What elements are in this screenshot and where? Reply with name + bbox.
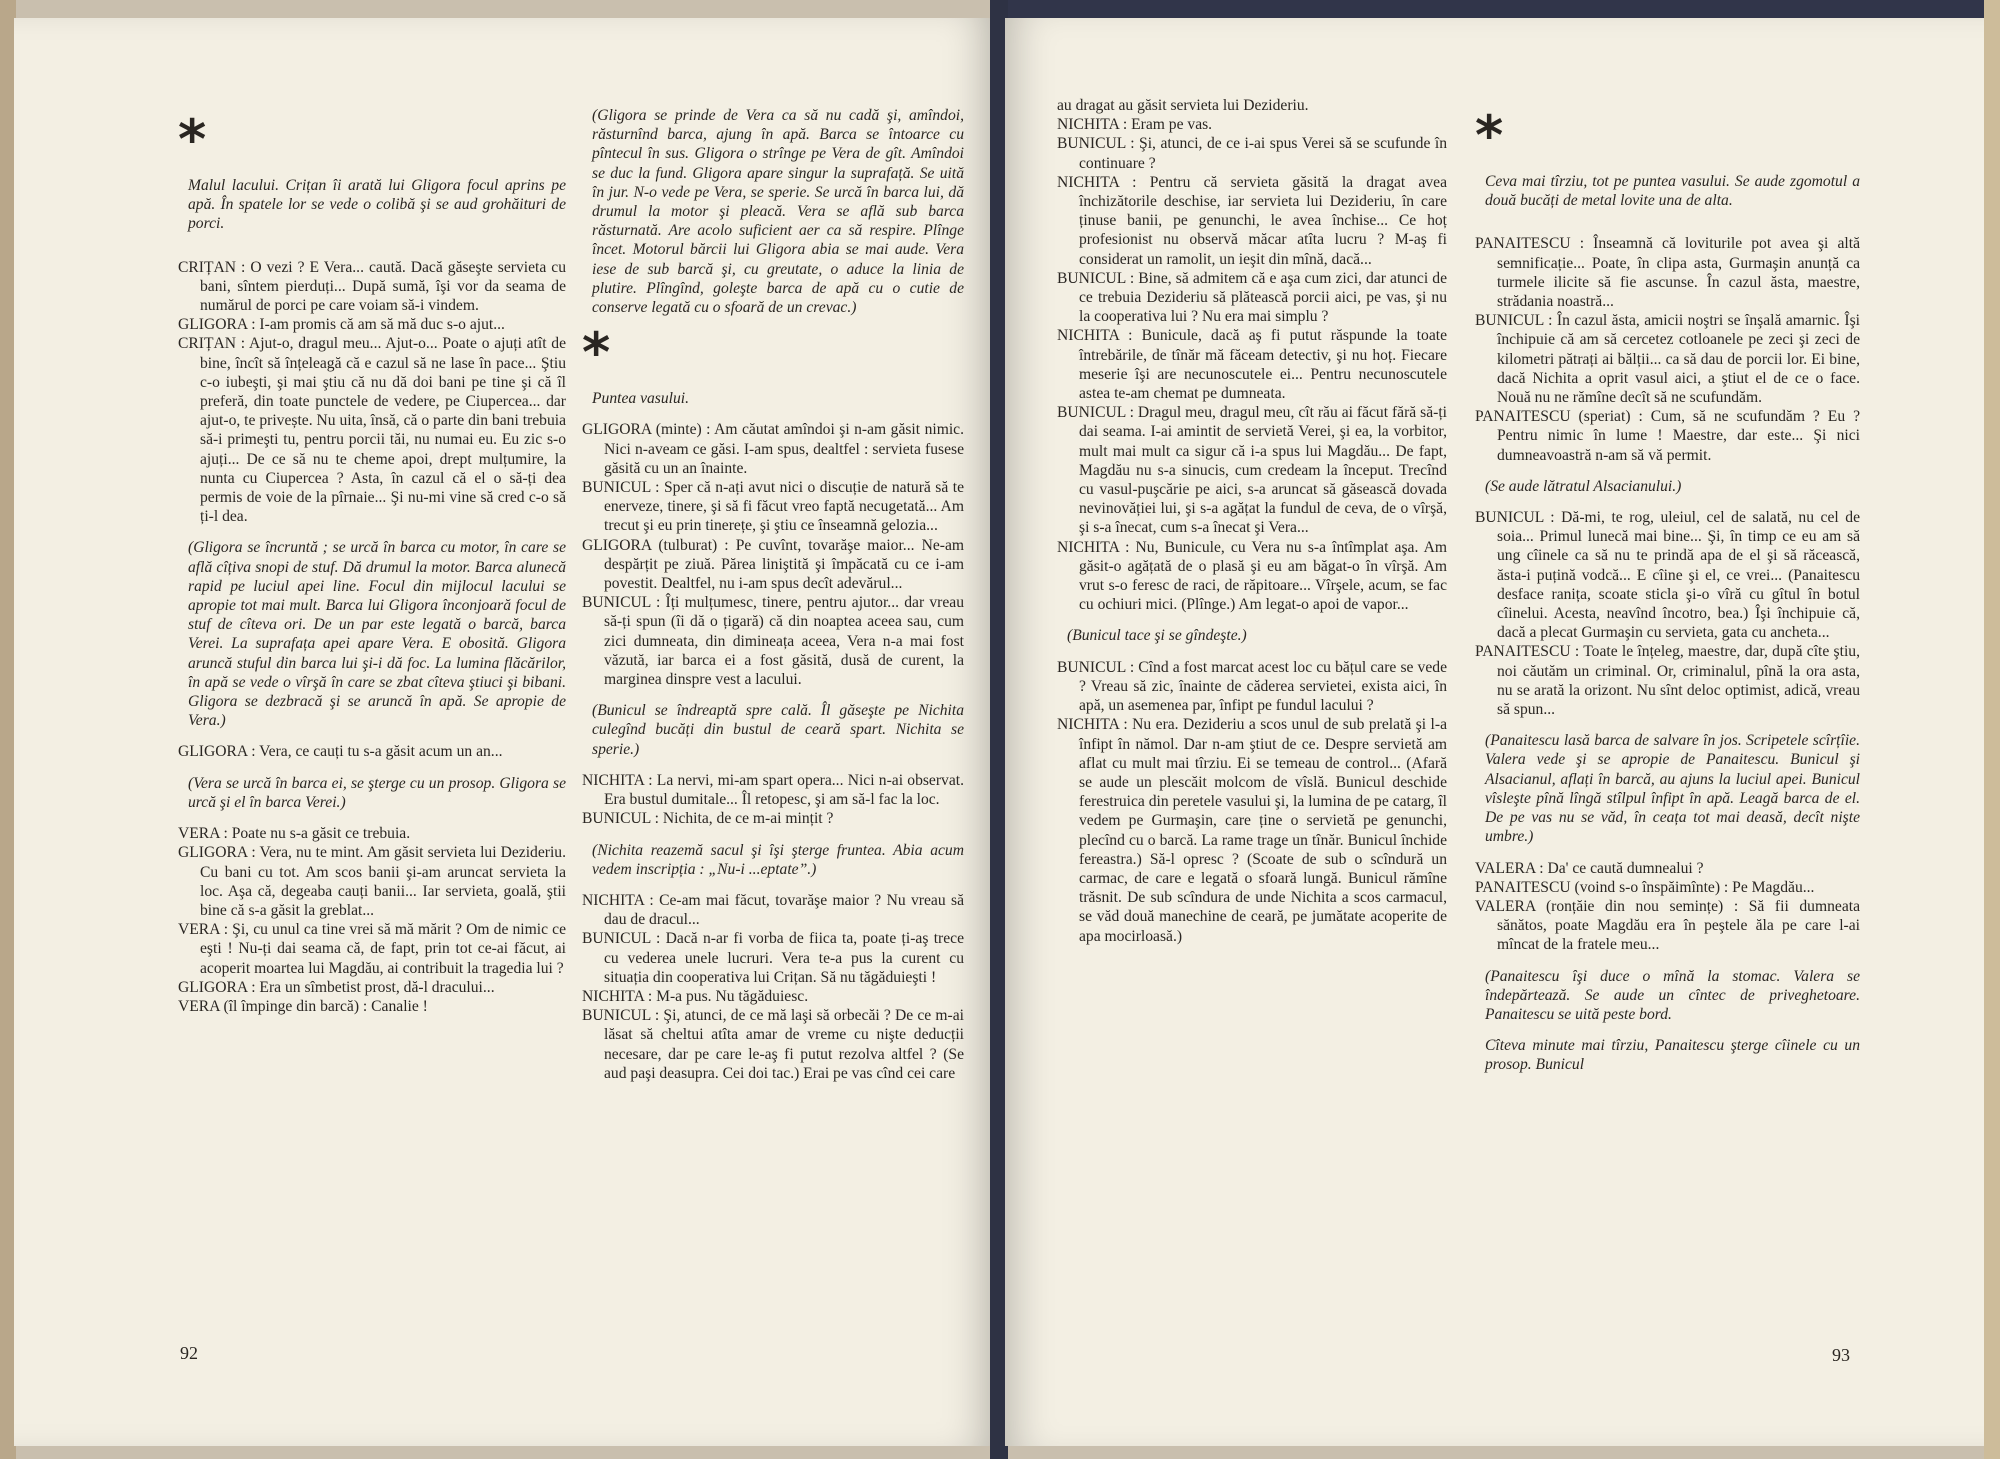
dialogue-line: BUNICUL : Şi, atunci, de ce i-ai spus Verei să se scufunde în continuare ? — [1057, 135, 1447, 172]
column-3 — [1057, 96, 1447, 946]
dialogue-line: NICHITA : Eram pe vas. — [1057, 116, 1213, 134]
dialogue-line: GLIGORA (minte) : Am căutat amîndoi şi n-am găsit nimic. Nici n-aveam ce găsi. I-am spus, dealtfel : servieta fusese găsită cu un an înainte. — [582, 421, 964, 477]
spacer — [1475, 222, 1860, 234]
dialogue-line: BUNICUL : Nichita, de ce m-ai mințit ? — [582, 810, 834, 828]
page-number-left: 92 — [180, 1343, 198, 1363]
dialogue-line: PANAITESCU (voind s-o înspăimînte) : Pe Magdău... — [1475, 878, 1815, 896]
stage-direction: (Vera se urcă în barca ei, se şterge cu un prosop. Gligora se urcă şi el în barca Verei.) — [188, 774, 566, 811]
dialogue-line: PANAITESCU (speriat) : Cum, să ne scufundăm ? Eu ? Pentru nimic în lume ! Maestre, dar este... Şi nici dumneavoastră n-am să vă permit. — [1475, 408, 1860, 464]
dialogue-line: VERA : Poate nu s-a găsit ce trebuia. — [178, 825, 411, 843]
dialogue-line: VERA : Şi, cu unul ca tine vrei să mă mărit ? Om de nimic ce eşti ! Nu-ți dai seama că, de fapt, prin tot ce-ai făcut, ai acoperit moartea lui Magdău, ai contribuit la tragedia lui ? — [178, 921, 566, 977]
scene-break-asterisk: * — [582, 321, 611, 385]
stage-direction: Ceva mai tîrziu, tot pe puntea vasului. Se aude zgomotul a două bucăți de metal lovite una de alta. — [1485, 173, 1860, 210]
dialogue-line: BUNICUL : Sper că n-ați avut nici o discuție de natură să te enerveze, tinere, şi să fi făcut vreo faptă necugetată... Am trecut şi eu prin tinerețe, şi ştiu ce înseamnă gelozia... — [582, 479, 964, 535]
dialogue-line: VERA (îl împinge din barcă) : Canalie ! — [178, 997, 428, 1015]
dialogue-line: BUNICUL : În cazul ăsta, amicii noştri se înşală amarnic. Îşi închipuie că am să cercetez cotloanele pe zeci şi zeci de kilometri pătrați ai bălții... ca să dau de porcii lor. Ei bine, dacă Nichita a oprit vasul aici, a ştiut el de ce o face. Nouă nu ne rămîne decît să ne scufundăm. — [1475, 312, 1860, 407]
dialogue-line: PANAITESCU : Toate le înțeleg, maestre, dar, după cîte ştiu, noi căutăm un criminal. Or, criminalul, pînă la ora asta, nu se arată la orizont. Nu sînt deloc optimist, adică, vreau să spun... — [1475, 643, 1860, 719]
column-4 — [1475, 106, 1860, 1087]
book-edge-right — [1984, 0, 2000, 1459]
column-1 — [178, 110, 566, 1016]
dialogue-line: PANAITESCU : Înseamnă că loviturile pot avea şi altă semnificație... Poate, în clipa asta, Gurmaşin anunță ca turmele ilicite să fie ascunse. În cazul ăsta, maestre, strădania noastră... — [1475, 235, 1860, 311]
dialogue-line: GLIGORA : Era un sîmbetist prost, dă-l dracului... — [178, 978, 495, 996]
dialogue-line: CRIȚAN : O vezi ? E Vera... caută. Dacă găseşte servieta cu bani, sîntem pierduți... După sumă, îşi vor da seama de numărul de porci pe care voiam să-i vindem. — [178, 258, 566, 315]
dialogue-line: GLIGORA : I-am promis că am să mă duc s-o ajut... — [178, 316, 505, 334]
scene-break-asterisk: * — [178, 108, 207, 171]
spacer — [178, 246, 566, 258]
scene-break-asterisk: * — [1475, 104, 1504, 167]
page-left — [14, 18, 994, 1446]
dialogue-line: NICHITA : La nervi, mi-am spart opera... Nici n-ai observat. Era bustul dumitale... Îl retopesc, şi am să-l fac la loc. — [582, 771, 964, 809]
dialogue-line: BUNICUL : Îți mulțumesc, tinere, pentru ajutor... dar vreau să-ți spun (îi dă o țigară) că din noaptea aceea sau, cum zici dumneata, din dimineața aceea, Vera n-a mai fost văzută, iar barca ei a fost găsită, dusă de curent, la marginea dinspre vest a lacului. — [582, 594, 964, 689]
page-number-right: 93 — [1832, 1345, 1850, 1365]
stage-direction: Cîteva minute mai tîrziu, Panaitescu şterge cîinele cu un prosop. Bunicul — [1485, 1037, 1860, 1074]
stage-direction: Malul lacului. Crițan îi arată lui Gligora focul aprins pe apă. În spatele lor se vede o colibă şi se aud grohăituri de porci. — [188, 177, 566, 233]
dialogue-line: BUNICUL : Dragul meu, dragul meu, cît rău ai făcut fără să-ți dai seama. I-ai amintit de servietă Verei, şi ea, la vorbitor, mult mai mult ca sigur că i-a spus lui Magdău... De fapt, Magdău nu s-a sinucis, cum credeam la început. Trecînd cu vasul-puşcărie pe aici, s-a aruncat să găsească dovada nevinovăției lui, şi s-a agățat la fundul de ceva, de o vîrşă, şi s-a înecat, cum s-a înecat şi Vera... — [1057, 404, 1447, 537]
dialogue-line: BUNICUL : Cînd a fost marcat acest loc cu bățul care se vede ? Vreau să zic, înainte de căderea servietei, exista aici, în apă, un asemenea par, înfipt pe fundul lacului ? — [1057, 658, 1447, 715]
dialogue-line: GLIGORA : Vera, nu te mint. Am găsit servieta lui Dezideriu. Cu bani cu tot. Am scos banii şi-am aruncat servieta la loc. Aşa că, degeaba cauți banii... Iar servieta, goală, ştii bine că s-a găsit la greblat... — [178, 844, 566, 919]
dialogue-line: BUNICUL : Bine, să admitem că e aşa cum zici, dar atunci de ce trebuia Dezideriu să plătească porcii aici, pe vas, şi nu la cooperativa lui ? Nu era mai simplu ? — [1057, 269, 1447, 326]
stage-direction: (Gligora se încruntă ; se urcă în barca cu motor, în care se află cîțiva snopi de stuf. Dă drumul la motor. Barca alunecă rapid pe luciul apei line. Focul din mijlocul lacului se apropie tot mai mult. Barca lui Gligora înconjoară focul de stuf de cîteva ori. De un par este legată o barcă, barca Verei. La suprafața apei apare Vera. E obosită. Gligora aruncă stuful din barca lui şi-i dă foc. La lumina flăcărilor, în apă se vede o vîrşă în care se zbat cîteva ştiuci şi bibani. Gligora se dezbracă şi se aruncă în apă. Se apropie de Vera.) — [188, 539, 566, 730]
page-right — [1005, 18, 1985, 1446]
dialogue-line: NICHITA : Nu era. Dezideriu a scos unul de sub prelată şi l-a înfipt în nămol. Dar n-am ştiut de ce. Despre servietă am aflat cu mult mai tîrziu. Ei se temeau de control... (Afară se aude un plescăit molcom de vîslă. Bunicul deschide ferestruica din peretele vasului şi, la lumina de pe catarg, îl vedem pe Gurmaşin, care ține o servietă pe genunchi, plecînd cu o barcă. La rame trage un tînăr. Bunicul închide fereastra.) Să-l opresc ? (Scoate de sub o scîndură un carmac, de care e legată o sfoară lungă. Bunicul rămîne trăsnit. De sub scîndura de unde Nichita a scos carmacul, se văd două manechine de ceară, pe jumătate acoperite de apa mocirloasă.) — [1057, 716, 1447, 945]
stage-direction: (Panaitescu îşi duce o mînă la stomac. Valera se îndepărtează. Se aude un cîntec de priveghetoare. Panaitescu se uită peste bord. — [1485, 967, 1860, 1023]
dialogue-line: BUNICUL : Dacă n-ar fi vorba de fiica ta, poate ți-aş trece cu vederea unele lucruri. Vera te-a pus la curent cu situația din cooperativa lui Crițan. Să nu tăgăduieşti ! — [582, 930, 964, 986]
stage-direction: (Nichita reazemă sacul şi îşi şterge fruntea. Abia acum vedem inscripția : „Nu-i ...eptate”.) — [592, 841, 964, 878]
stage-direction: (Panaitescu lasă barca de salvare în jos. Scripetele scîrțîie. Valera vede şi se apropie de Panaitescu. Bunicul şi Alsacianul, aflați în barcă, au ajuns la luciul apei. Bunicul vîsleşte pînă lîngă stîlpul înfipt în apă. Leagă barca de el. De pe vas nu se văd, în ceața tot mai deasă, decît nişte umbre.) — [1485, 732, 1860, 846]
dialogue-line: NICHITA : M-a pus. Nu tăgăduiesc. — [582, 987, 809, 1005]
dialogue-line: NICHITA : Pentru că servieta găsită la dragat avea închizătorile deschise, iar servieta lui Dezideriu, în care ținuse banii, pe genunchi, le avea închise... Ce hoț profesionist nu observă măcar atîta lucru ? M-aş fi considerat un ramolit, un ieşit din mînă, dacă... — [1057, 173, 1447, 268]
dialogue-line: BUNICUL : Dă-mi, te rog, uleiul, cel de salată, nu cel de soia... Primul lunecă mai bine... Şi, în timp ce eu am să ung cîinele ca să nu te prindă apa de el şi să răcească, ăsta-i puțină vodcă... E cîine şi el, ce vrei... (Panaitescu desface ranița, scoate sticla şi-o vîră cu gîtul în botul cîinelui. Acesta, neavînd încotro, bea.) Îşi închipuie că, dacă a plecat Gurmaşin cu servieta, gata cu ancheta... — [1475, 509, 1860, 642]
dialogue-line: GLIGORA (tulburat) : Pe cuvînt, tovarăşe maior... Ne-am despărțit pe ziuă. Părea liniştită şi împăcată cu ce i-am povestit. Dealtfel, nu i-am spus decît adevărul... — [582, 536, 964, 593]
dialogue-line: au dragat au găsit servieta lui Dezideriu. — [1057, 97, 1309, 114]
stage-direction: (Gligora se prinde de Vera ca să nu cadă şi, amîndoi, răsturnînd barca, ajung în apă. Barca se întoarce cu pîntecul în sus. Gligora o strînge pe Vera de gît. Amîndoi se duc la fund. Gligora apare singur la suprafață. Se uită în jur. N-o vede pe Vera, se sperie. Se urcă în barca lui, dă drumul la motor şi pleacă. Vera se află sub barca răsturnată. Are acolo suficient aer ca să respire. Plînge încet. Motorul bărcii lui Gligora abia se mai aude. Vera iese de sub barcă şi, cu greutate, o aduce la linia de plutire. Plîngînd, goleşte barca de apă cu o cutie de conserve legată cu o sfoară de un crevac.) — [592, 107, 964, 317]
dialogue-line: NICHITA : Ce-am mai făcut, tovarăşe maior ? Nu vreau să dau de dracul... — [582, 891, 964, 929]
dialogue-line: VALERA (ronțăie din nou semințe) : Să fii dumneata sănătos, poate Magdău era în peştele ăla pe care l-ai mîncat de la fratele meu... — [1475, 897, 1860, 954]
stage-direction: (Bunicul tace şi se gîndeşte.) — [1067, 627, 1247, 645]
dialogue-line: GLIGORA : Vera, ce cauți tu s-a găsit acum un an... — [178, 743, 503, 761]
dialogue-line: CRIȚAN : Ajut-o, dragul meu... Ajut-o... Poate o ajuți atît de bine, încît să înțeleagă că e cazul să ne lase în pace... Ştiu c-o iubeşti, şi mai ştiu că nu dă doi bani pe tine şi că îl preferă, din toate punctele de vedere, pe Ciupercea... dar ajut-o, te privește. Nu uita, însă, că o parte din bani trebuia să-i primeşti tu, pentru porcii tăi, nu numai eu. Eu zic s-o ajuți... De ce să nu te cheme apoi, drept mulțumire, la nunta cu Ciupercea ? Asta, în cazul că el o să-ți dea permis de voie de la pîrnaie... Şi nu-mi vine să cred c-o să ți-l dea. — [178, 335, 566, 526]
stage-direction: Puntea vasului. — [592, 390, 690, 408]
stage-direction: (Se aude lătratul Alsacianului.) — [1485, 477, 1682, 495]
dialogue-line: VALERA : Da' ce caută dumnealui ? — [1475, 859, 1704, 877]
stage-direction: (Bunicul se îndreaptă spre cală. Îl găseşte pe Nichita culegînd bucăți din bustul de ceară spart. Nichita se sperie.) — [592, 702, 964, 758]
dialogue-line: NICHITA : Nu, Bunicule, cu Vera nu s-a întîmplat aşa. Am găsit-o agățată de o plasă şi eu am băgat-o în vîrşă. Am vrut s-o feresc de raci, de răpitoare... Vîrşele, acum, se fac cu ochiuri mici. (Plînge.) Am legat-o apoi de vapor... — [1057, 538, 1447, 614]
dialogue-line: NICHITA : Bunicule, dacă aş fi putut răspunde la toate întrebările, de tînăr mă făceam detectiv, şi nu hoț. Fiecare meserie îşi are necunoscutele ei... Pentru necunoscutele astea te-am chemat pe dumneata. — [1057, 327, 1447, 403]
column-2 — [582, 94, 964, 1083]
dialogue-line: BUNICUL : Şi, atunci, de ce mă laşi să orbecăi ? De ce m-ai lăsat să cheltui atîta amar de vreme cu nişte deducții necesare, dar pe care le-aş fi putut rezolva altfel ? (Se aud paşi deasupra. Cei doi tac.) Erai pe vas cînd cei care — [582, 1007, 964, 1082]
